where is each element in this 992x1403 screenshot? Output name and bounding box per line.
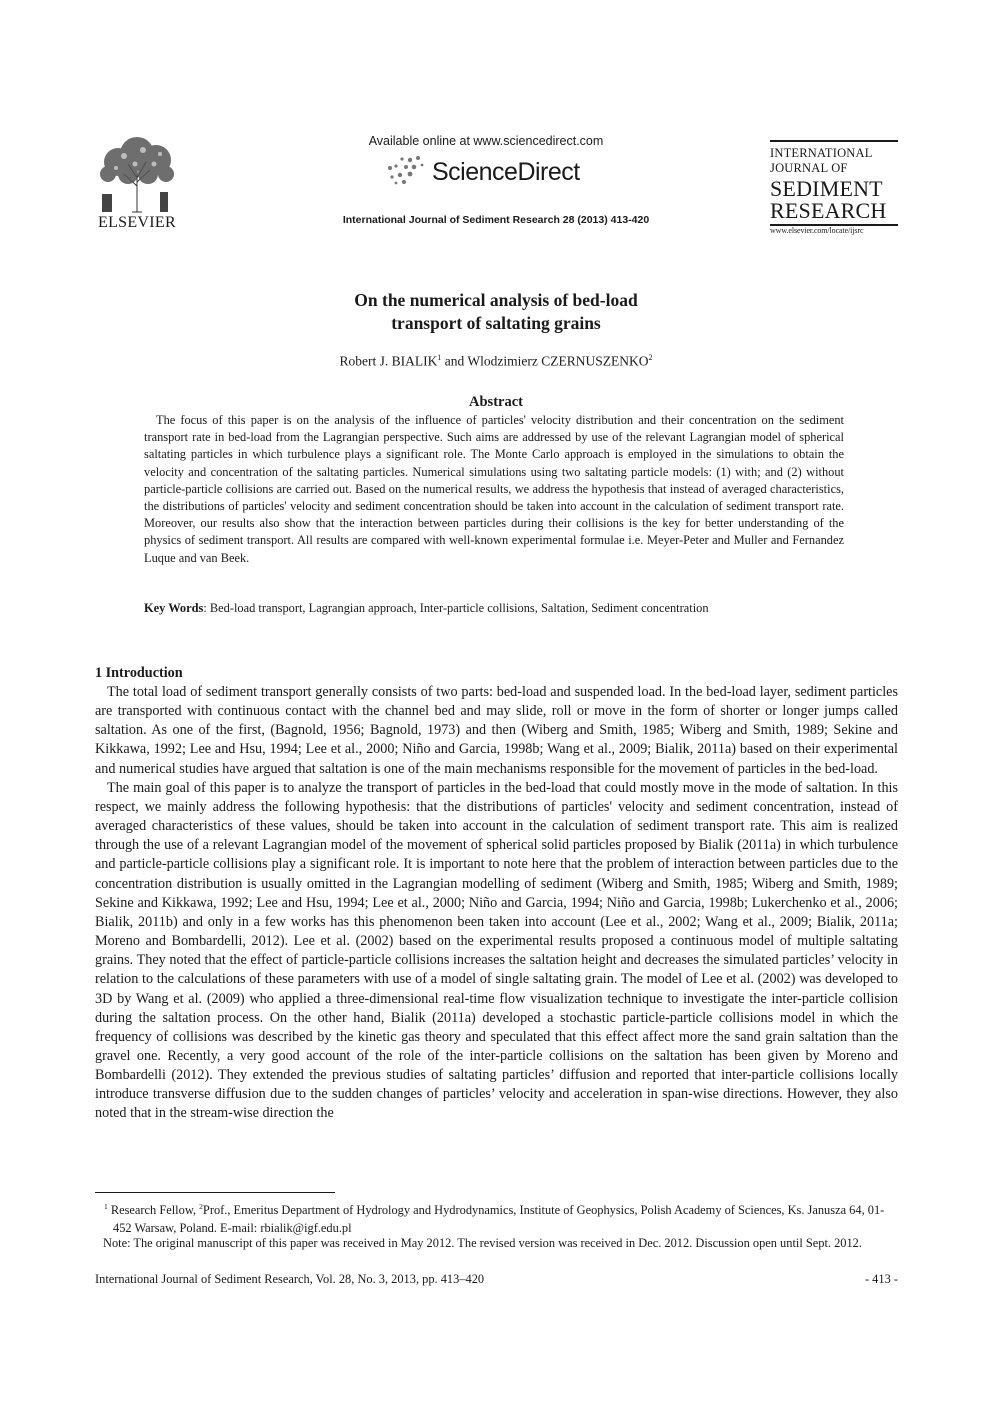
author-1-affiliation: 1 [437,353,442,362]
journal-logo-line4: RESEARCH [770,198,887,223]
keywords-label: Key Words [144,601,204,615]
available-online-text: Available online at www.sciencedirect.com [368,134,604,148]
footnote-marker-2: 2 [199,1202,203,1211]
sciencedirect-dots-icon [380,152,428,188]
journal-citation: International Journal of Sediment Research 28 (2013) 413-420 [342,214,650,226]
author-2: and Wlodzimierz CZERNUSZENKO [441,353,649,369]
keywords [144,601,884,616]
footnote-text-1: Research Fellow, [107,1203,200,1218]
article-title [200,289,792,335]
authors [200,353,792,370]
body-text [95,683,898,1124]
title-line-1: On the numerical analysis of bed-load [354,290,638,310]
keywords-list: : Bed-load transport, Lagrangian approach, Inter-particle collisions, Saltation, Sediment concentration [203,601,709,615]
section-heading: 1 Introduction [95,665,183,681]
publisher-name: ELSEVIER [98,214,176,231]
footnote-text-2: Prof., Emeritus Department of Hydrology and Hydrodynamics, Institute of Geophysics, Polish Academy of Sciences, Ks. Janusza 64, 01-452 Warsaw, Poland. E-mail: rbialik@igf.edu.pl [113,1203,885,1235]
journal-logo-line1: INTERNATIONAL [770,146,873,160]
paragraph-2: The main goal of this paper is to analyze the transport of particles in the bed-load that could mostly move in the mode of saltation. In this respect, we mainly address the following hypothesis: that the distributions of particles' velocity and sediment concentration, instead of averaged characteristics of these values, should be taken into account in the calculation of sediment transport rate. This aim is realized through the use of a relevant Lagrangian model of the movement of spherical solid particles proposed by Bialik (2011a) in which turbulence and particle-particle collisions play a significant role. It is important to note here that the problem of interaction between particles due to the concentration distribution is usually omitted in the Lagrangian modelling of sediment (Wiberg and Smith, 1985; Wiberg and Smith, 1989; Sekine and Kikkawa, 1992; Lee and Hsu, 1994; Lee et al., 2000; Niño and Garcia, 1994; Niño and Garcia, 1998b; Lukerchenko et al., 2006; Bialik, 2011b) and only in a few works has this phenomenon been taken into account (Lee et al., 2002; Wang et al., 2009; Bialik, 2011a; Moreno and Bombardelli, 2012). Lee et al. (2002) based on the experimental results proposed a continuous model of multiple saltating grains. They noted that the effect of particle-particle collisions increases the saltation height and decreases the simulated particles’ velocity in relation to the calculations of these parameters with use of a model of single saltating grain. The model of Lee et al. (2002) was developed to 3D by Wang et al. (2009) who applied a three-dimensional real-time flow visualization technique to investigate the inter-particle collision during the saltation process. On the other hand, Bialik (2011a) developed a stochastic particle-particle collisions model in which the frequency of collisions was described by the kinetic gas theory and speculated that this effect affect more the sand grain saltation than the gravel one. Recently, a very good account of the role of the inter-particle collisions on the saltation has been given by Moreno and Bombardelli (2012). They extended the previous studies of saltating particles’ diffusion and reported that inter-particle collisions locally introduce transverse diffusion due to the sudden changes of particles’ velocity and acceleration in span-wise directions. However, they also noted that in the stream-wise direction the [95,779,898,1122]
abstract-text: The focus of this paper is on the analysis of the influence of particles' velocity distribution and their concentration on the sediment transport rate in bed-load from the Lagrangian perspective. Such aims are addressed by use of the relevant Lagrangian model of spherical saltating particles in which turbulence plays a significant role. The Monte Carlo approach is employed in the simulations to obtain the velocity and concentration of the saltating particles. Numerical simulations using two saltating particle models: (1) with; and (2) without particle-particle collisions are carried out. Based on the numerical results, we address the hypothesis that instead of averaged characteristics, the distributions of particles' velocity and sediment concentration should be taken into account in the calculation of sediment transport rate. Moreover, our results also show that the interaction between particles during their collisions is the key for better understanding of the physics of sediment transport. All results are compared with well-known experimental formulae i.e. Meyer-Peter and Muller and Fernandez Luque and van Beek. [144,413,844,565]
author-1: Robert J. BIALIK [339,353,438,369]
footnote-note [95,1235,895,1253]
footnote-note-text: Note: The original manuscript of this paper was received in May 2012. The revised version was received in Dec. 2012. Discussion open until Sept. 2012. [103,1236,862,1250]
paragraph-1: The total load of sediment transport generally consists of two parts: bed-load and suspended load. In the bed-load layer, sediment particles are transported with continuous contact with the channel bed and may slide, roll or move in the form of shorter or longer jumps called saltation. As one of the first, (Bagnold, 1956; Bagnold, 1973) and then (Wiberg and Smith, 1985; Wiberg and Smith, 1989; Sekine and Kikkawa, 1992; Lee and Hsu, 1994; Lee et al., 2000; Niño and Garcia, 1998b; Wang et al., 2009; Bialik, 2011a) based on their experimental and numerical studies have argued that saltation is one of the main mechanisms responsible for the movement of particles in the bed-load. [95,684,898,777]
author-2-affiliation: 2 [648,353,653,362]
journal-logo-line3: SEDIMENT [770,176,883,201]
sciencedirect-wordmark: ScienceDirect [432,158,580,186]
footnote-rule [95,1192,335,1193]
footnote-affiliations [95,1198,895,1237]
footer-citation: International Journal of Sediment Research, Vol. 28, No. 3, 2013, pp. 413–420 [95,1272,485,1286]
page-number: - 413 - [864,1272,898,1286]
footnote-marker-1: 1 [104,1202,108,1211]
journal-logo-line2: JOURNAL OF [770,161,848,175]
journal-logo-rule [770,140,898,142]
abstract-heading: Abstract [469,394,523,410]
title-line-2: transport of saltating grains [391,313,601,333]
journal-logo-url: www.elsevier.com/locate/ijsrc [770,226,864,235]
